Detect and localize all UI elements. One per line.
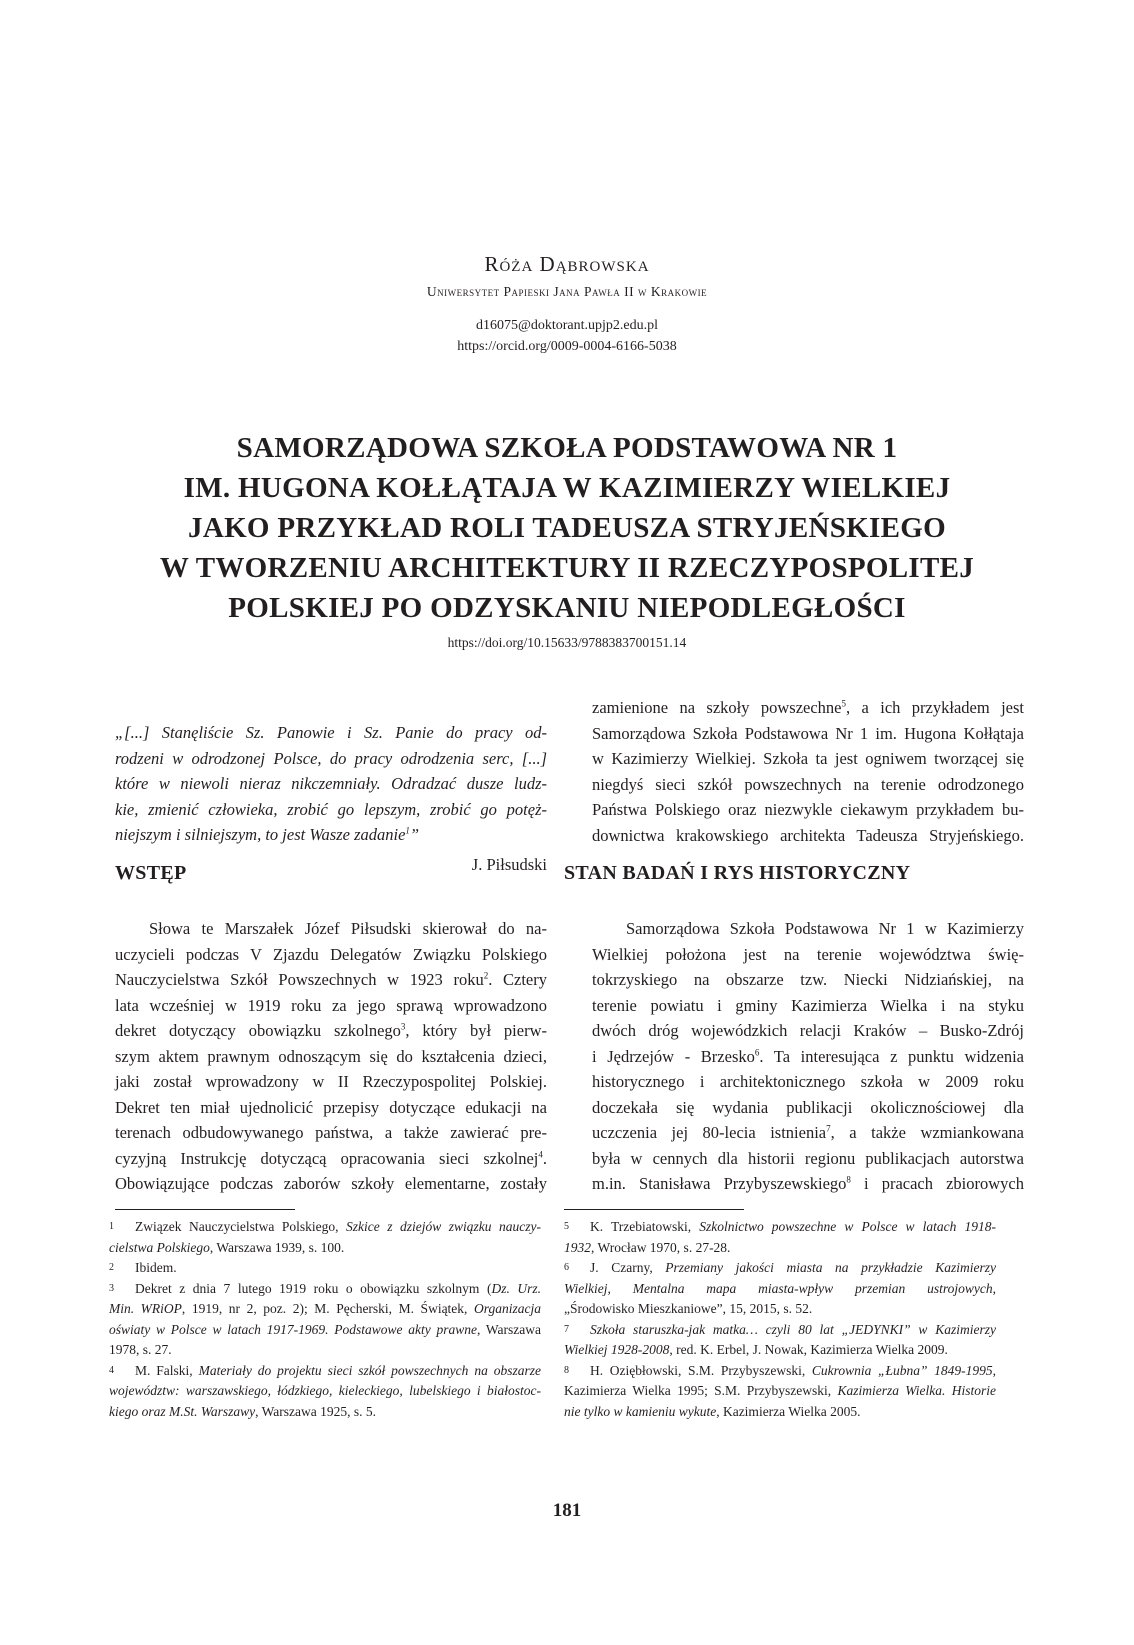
footnotes-left	[109, 1217, 541, 1422]
section-heading-stan-badan: STAN BADAŃ I RYS HISTORYCZNY	[564, 862, 911, 884]
footnote-ref[interactable]: 6	[754, 1047, 760, 1057]
footnote-text: , Warszawa 1939, s. 100.	[209, 1239, 345, 1255]
footnote-line	[109, 1299, 541, 1320]
text-line-content: .	[542, 1148, 547, 1168]
footnote-ref[interactable]: 1	[405, 825, 410, 836]
text-line-content: Słowa te Marszałek Józef Piłsudski skierował do na-	[149, 919, 547, 938]
title-line: IM. HUGONA KOŁŁĄTAJA W KAZIMIERZY WIELKIEJ	[183, 472, 951, 504]
footnote-text: , Warszawa 1925, s. 5.	[255, 1403, 377, 1419]
text-line	[115, 1146, 547, 1172]
footnote-text: „Środowisko Mieszkaniowe”, 15, 2015, s. 52.	[564, 1301, 813, 1316]
footnote-text: Wielkiej 1928-2008	[564, 1342, 670, 1357]
footnote-text: Szkice z dziejów związku nauczy-	[346, 1219, 541, 1234]
motto-signature: J. Piłsudski	[471, 855, 547, 874]
footnote-line	[109, 1320, 541, 1341]
footnote-text: J. Czarny,	[590, 1260, 666, 1275]
text-line-content: downictwa krakowskiego architekta Tadeusza Stryjeńskiego.	[592, 825, 1024, 845]
footnote-text: Kazimierza Wielka 1995; S.M. Przybyszewski,	[564, 1383, 838, 1398]
footnote-text: K. Trzebiatowski,	[590, 1219, 700, 1234]
text-line	[592, 967, 1024, 993]
text-line	[592, 721, 1024, 747]
footnote-line	[564, 1217, 996, 1238]
text-line	[592, 1120, 1024, 1146]
text-line	[592, 823, 1024, 849]
text-line-content: , który był pierw-	[405, 1021, 547, 1040]
text-line-content: cyzyjną Instrukcję dotyczącą opracowania sieci szkolnej	[115, 1148, 539, 1168]
author-affiliation: Uniwersytet Papieski Jana Pawła II w Krakowie	[426, 284, 708, 299]
text-line-content: Samorządowa Szkoła Podstawowa Nr 1 w Kazimierzy	[626, 919, 1024, 938]
text-line	[115, 942, 547, 968]
footnote-line	[564, 1340, 996, 1361]
footnote-number: 1	[109, 1221, 114, 1232]
motto-line	[115, 822, 547, 848]
text-line	[115, 1171, 547, 1197]
footnote-ref[interactable]: 4	[538, 1149, 543, 1159]
footnote-text: cielstwa Polskiego	[109, 1239, 210, 1255]
text-line	[115, 993, 547, 1019]
footnote-text: oświaty w Polsce w latach 1917-1969. Podstawowe akty prawne	[109, 1321, 477, 1337]
footnote-text: województw: warszawskiego, łódzkiego, kieleckiego, lubelskiego i białostoc-	[109, 1383, 541, 1398]
text-line-content: dwóch dróg wojewódzkich relacji Kraków – Busko-Zdrój	[592, 1021, 1024, 1040]
footnote-ref[interactable]: 3	[400, 1021, 406, 1032]
motto-line: rodzeni w odrodzonej Polsce, do pracy odrodzenia serc, [...]	[115, 748, 547, 768]
footnote-number: 8	[564, 1364, 569, 1376]
text-line-content: była w cennych dla historii regionu publikacjach autorstwa	[592, 1148, 1024, 1168]
text-line-content: doczekała się wydania publikacji okolicznościowej dla	[592, 1097, 1024, 1117]
footnote-number: 5	[564, 1221, 569, 1232]
title-line: POLSKIEJ PO ODZYSKANIU NIEPODLEGŁOŚCI	[228, 592, 906, 624]
text-line-content: jaki został wprowadzony w II Rzeczypospolitej Polskiej.	[115, 1072, 547, 1091]
footnote-number: 3	[109, 1282, 114, 1294]
footnote-text: , 1919, nr 2, poz. 2); M. Pęcherski, M. Świątek,	[181, 1301, 474, 1316]
text-line-content: . Cztery	[488, 970, 547, 989]
footnote-text: Szkolnictwo powszechne w Polsce w latach 1918-	[699, 1219, 996, 1234]
footnote-text: , Kazimierza Wielka 2005.	[716, 1403, 861, 1419]
text-line	[115, 1095, 547, 1121]
text-line	[592, 993, 1024, 1019]
text-line-content: w Kazimierzy Wielkiej. Szkoła ta jest ogniwem tworzącej się	[592, 749, 1024, 768]
footnote-ref[interactable]: 7	[826, 1123, 831, 1134]
footnote-line	[109, 1238, 541, 1259]
footnote-ref[interactable]: 8	[846, 1174, 851, 1185]
footnote-number: 6	[564, 1262, 569, 1273]
text-line	[592, 916, 1024, 942]
footnote-divider	[564, 1209, 744, 1210]
right-column-paragraph	[592, 916, 1024, 1197]
footnote-line	[564, 1402, 996, 1423]
footnote-line	[109, 1402, 541, 1423]
footnote-text: Związek Nauczycielstwa Polskiego,	[135, 1219, 347, 1234]
text-line-content: Nauczycielstwa Szkół Powszechnych w 1923 roku	[115, 970, 484, 989]
text-line-content: tokrzyskiego na obszarze tzw. Niecki Nidziańskiej, na	[592, 970, 1024, 989]
footnote-text: 1932	[564, 1239, 591, 1255]
footnote-text: M. Falski,	[135, 1362, 199, 1378]
footnote-text: Dekret z dnia 7 lutego 1919 roku o obowiązku szkolnym (	[135, 1280, 492, 1296]
footnote-ref[interactable]: 5	[841, 698, 847, 709]
footnote-text: kiego oraz M.St. Warszawy	[109, 1403, 256, 1419]
footnote-text: , Wrocław 1970, s. 27-28.	[591, 1239, 731, 1255]
page-number: 181	[552, 1500, 582, 1521]
footnote-divider	[115, 1209, 295, 1210]
text-line-content: lata wcześniej w 1919 roku za jego sprawą wprowadzono	[115, 995, 547, 1015]
footnote-line	[564, 1258, 996, 1279]
footnote-line	[564, 1381, 996, 1402]
text-line-content: Państwa Polskiego oraz niezwykle ciekawym przykładem bu-	[592, 800, 1024, 819]
text-line-content: dekret dotyczący obowiązku szkolnego	[115, 1021, 401, 1040]
footnote-text: Kazimierza Wielka. Historie	[837, 1383, 996, 1398]
footnote-line	[564, 1361, 996, 1382]
text-line-content: , a także wzmiankowana	[830, 1123, 1024, 1142]
text-line	[592, 695, 1024, 721]
footnote-ref[interactable]: 2	[483, 970, 489, 981]
text-line	[115, 1069, 547, 1095]
text-line-content: terenie powiatu i gminy Kazimierza Wielka i na styku	[592, 995, 1024, 1015]
footnote-text: Przemiany jakości miasta na przykładzie Kazimierzy	[665, 1260, 996, 1275]
footnote-number: 2	[109, 1262, 114, 1273]
text-line	[115, 1120, 547, 1146]
footnote-line	[109, 1381, 541, 1402]
text-line	[592, 797, 1024, 823]
author-email[interactable]: d16075@doktorant.upjp2.edu.pl	[475, 318, 659, 333]
motto-line: które w niewoli nieraz nikczemniały. Odradzać dusze ludz-	[115, 774, 547, 793]
footnote-text: Min. WRiOP	[109, 1301, 182, 1316]
footnote-line	[109, 1340, 541, 1361]
text-line-content: Obowiązujące podczas zaborów szkoły elementarne, zostały	[115, 1174, 547, 1193]
text-line	[592, 772, 1024, 798]
footnote-text: Wielkiej, Mentalna mapa miasta-wpływ przemian ustrojowych	[564, 1280, 993, 1296]
section-heading-wstep: WSTĘP	[115, 862, 187, 884]
motto-quote	[115, 720, 547, 848]
text-line-content: terenach odbudowywanego państwa, a także zawierać pre-	[115, 1123, 547, 1142]
footnote-text: Cukrownia „Łubna” 1849-1995	[811, 1362, 993, 1378]
text-line-content: zamienione na szkoły powszechne	[592, 698, 842, 717]
text-line	[592, 746, 1024, 772]
footnote-line	[109, 1279, 541, 1300]
text-line	[592, 942, 1024, 968]
title-line: W TWORZENIU ARCHITEKTURY II RZECZYPOSPOLITEJ	[159, 552, 975, 584]
footnote-text: ,	[992, 1362, 996, 1378]
footnotes-right	[564, 1217, 996, 1422]
text-line	[592, 1069, 1024, 1095]
text-line	[592, 1146, 1024, 1172]
text-line-content: historycznego i architektonicznego szkoła w 2009 roku	[592, 1072, 1024, 1091]
text-line-content: . Ta interesująca z punktu widzenia	[759, 1046, 1024, 1066]
footnote-text: Ibidem.	[135, 1260, 177, 1275]
motto-line-text: niejszym i silniejszym, to jest Wasze zadanie	[115, 825, 406, 844]
footnote-text: , red. K. Erbel, J. Nowak, Kazimierza Wielka 2009.	[669, 1342, 948, 1357]
left-column-paragraph	[115, 916, 547, 1197]
text-line-content: szym aktem prawnym odnoszącym się do kształcenia dzieci,	[115, 1046, 547, 1066]
text-line	[115, 916, 547, 942]
motto-close-quote: ”	[409, 825, 420, 844]
motto-line: „[...] Stanęliście Sz. Panowie i Sz. Panie do pracy od-	[115, 723, 547, 742]
footnote-text: nie tylko w kamieniu wykute	[564, 1403, 717, 1419]
footnote-line	[109, 1217, 541, 1238]
text-line-content: uczczenia jej 80-lecia istnienia	[592, 1123, 827, 1142]
title-line: SAMORZĄDOWA SZKOŁA PODSTAWOWA NR 1	[236, 432, 898, 464]
footnote-line	[564, 1279, 996, 1300]
text-line	[592, 1018, 1024, 1044]
text-line-content: i Jędrzejów - Brzesko	[592, 1046, 755, 1066]
motto-line: kie, zmienić człowieka, zrobić go lepszym, zrobić go potęż-	[115, 799, 547, 819]
footnote-line	[564, 1320, 996, 1341]
footnote-number: 4	[109, 1364, 114, 1376]
text-line-content: Wielkiej położona jest na terenie województwa świę-	[592, 944, 1024, 964]
footnote-text: ,	[992, 1280, 996, 1296]
footnote-text: Materiały do projektu sieci szkół powszechnych na obszarze	[198, 1362, 541, 1378]
footnote-number: 7	[564, 1323, 569, 1335]
footnote-text: 1978, s. 27.	[109, 1342, 172, 1357]
text-line	[592, 1095, 1024, 1121]
footnote-line	[109, 1361, 541, 1382]
text-line	[115, 967, 547, 993]
footnote-text: Organizacja	[474, 1301, 541, 1316]
text-line-content: uczycieli podczas V Zjazdu Delegatów Związku Polskiego	[115, 944, 547, 964]
author-name: Róża Dąbrowska	[484, 252, 650, 276]
text-line-content: Dekret ten miał ujednolicić przepisy dotyczące edukacji na	[115, 1097, 547, 1117]
text-line	[592, 1171, 1024, 1197]
footnote-line	[109, 1258, 541, 1279]
title-line: JAKO PRZYKŁAD ROLI TADEUSZA STRYJEŃSKIEGO	[188, 512, 946, 544]
text-line-content: m.in. Stanisława Przybyszewskiego	[592, 1174, 847, 1193]
author-orcid-link[interactable]: https://orcid.org/0009-0004-6166-5038	[457, 339, 677, 354]
article-doi-link[interactable]: https://doi.org/10.15633/9788383700151.14	[447, 635, 687, 650]
footnote-line	[564, 1238, 996, 1259]
text-line-content: i pracach zbiorowych	[850, 1174, 1024, 1193]
article-title	[0, 428, 1134, 628]
footnote-text: H. Oziębłowski, S.M. Przybyszewski,	[590, 1362, 812, 1378]
text-line	[592, 1044, 1024, 1070]
text-line-content: , a ich przykładem jest	[846, 698, 1024, 717]
text-line-content: Samorządowa Szkoła Podstawowa Nr 1 im. Hugona Kołłątaja	[592, 723, 1024, 743]
text-line	[115, 1044, 547, 1070]
footnote-line	[564, 1299, 996, 1320]
footnote-text: , Warszawa	[476, 1321, 541, 1337]
right-column-intro	[592, 695, 1024, 848]
text-line-content: niegdyś sieci szkół powszechnych na terenie odrodzonego	[592, 774, 1024, 794]
text-line	[115, 1018, 547, 1044]
footnote-text: Dz. Urz.	[491, 1280, 541, 1296]
footnote-text: Szkoła staruszka-jak matka… czyli 80 lat „JEDYNKI” w Kazimierzy	[590, 1321, 996, 1337]
